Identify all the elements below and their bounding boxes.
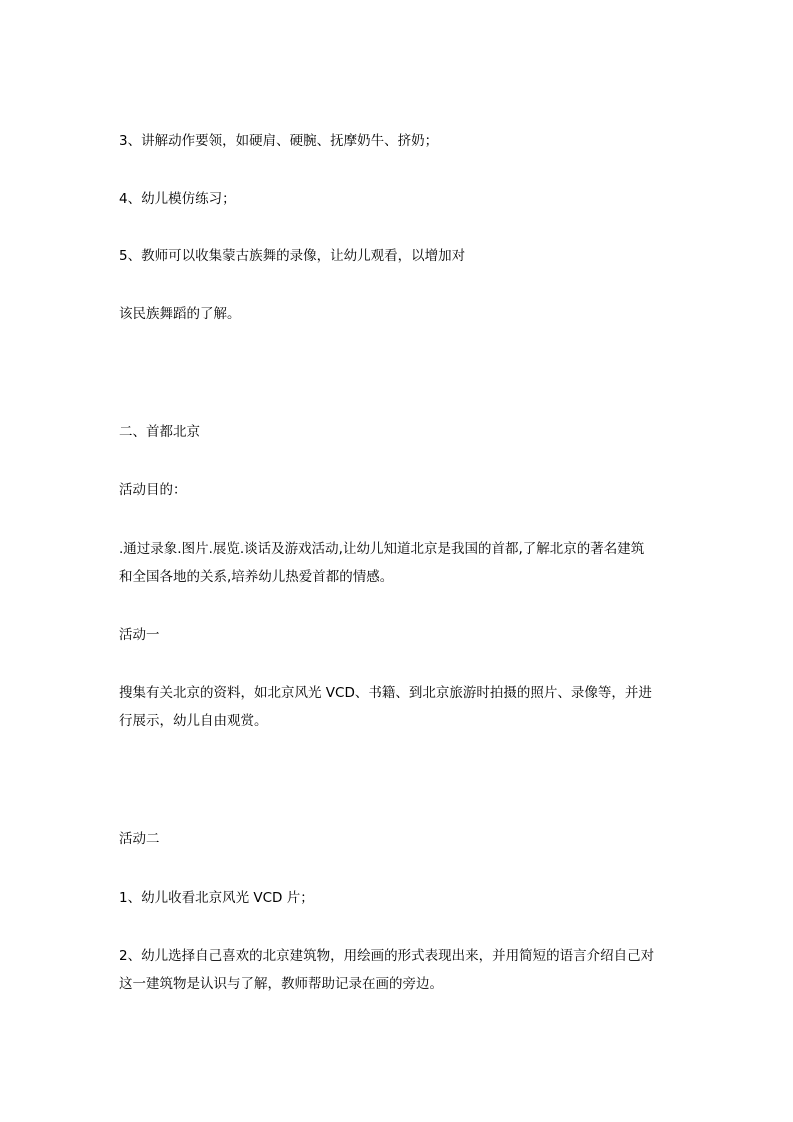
activity-one-paragraph — [119, 679, 679, 735]
text-line: 和全国各地的关系,培养幼儿热爱首都的情感。 — [119, 569, 394, 585]
step-5-continuation — [119, 300, 679, 328]
activity-two-label — [119, 825, 679, 853]
activity-two-step-2 — [119, 942, 679, 998]
step-4-paragraph — [119, 185, 679, 213]
section-title: 二、首都北京 — [119, 424, 200, 440]
activity-one-label — [119, 621, 679, 649]
text-line: 活动二 — [119, 831, 160, 847]
text-line: 5、教师可以收集蒙古族舞的录像，让幼儿观看，以增加对 — [119, 248, 466, 264]
text-line: 行展示，幼儿自由观赏。 — [119, 713, 268, 729]
activity-goal-label — [119, 476, 679, 504]
text-line: 1、幼儿收看北京风光 VCD 片； — [119, 890, 314, 906]
activity-goal-paragraph — [119, 535, 679, 591]
text-line: 活动目的： — [119, 482, 187, 498]
text-line: 3、讲解动作要领，如硬肩、硬腕、抚摩奶牛、挤奶； — [119, 133, 439, 149]
text-line: 2、幼儿选择自己喜欢的北京建筑物，用绘画的形式表现出来，并用简短的语言介绍自己对 — [119, 948, 655, 964]
text-line: 4、幼儿模仿练习； — [119, 191, 236, 207]
text-line: 这一建筑物是认识与了解，教师帮助记录在画的旁边。 — [119, 976, 443, 992]
text-line: 该民族舞蹈的了解。 — [119, 306, 241, 322]
activity-two-step-1 — [119, 884, 679, 912]
step-3-paragraph — [119, 127, 679, 155]
step-5-paragraph — [119, 242, 679, 270]
text-line: .通过录象.图片.展览.谈话及游戏活动,让幼儿知道北京是我国的首都,了解北京的著名建筑 — [119, 541, 645, 557]
section-heading — [119, 418, 679, 446]
text-line: 搜集有关北京的资料，如北京风光 VCD、书籍、到北京旅游时拍摄的照片、录像等，并进 — [119, 685, 652, 701]
text-line: 活动一 — [119, 627, 160, 643]
